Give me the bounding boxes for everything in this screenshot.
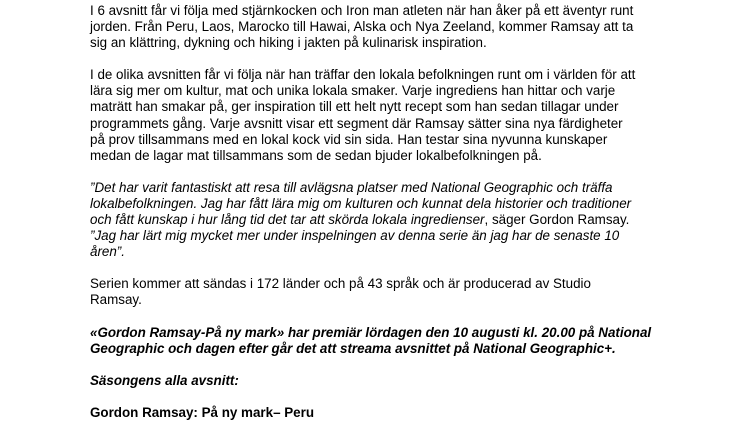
text-line: maträtt han smakar på, ger inspiration till ett helt nytt recept som han sedan tillagar under — [90, 99, 619, 115]
intro-paragraph — [90, 3, 670, 51]
text-line: I de olika avsnitten får vi följa när han träffar den lokala befolkningen runt om i världen för att — [90, 67, 636, 83]
text-line: sig an klättring, dykning och hiking i jakten på kulinarisk inspiration. — [90, 35, 487, 51]
text-line: lära sig mer om kultur, mat och unika lokala smaker. Varje ingrediens han hittar och varje — [90, 83, 616, 99]
heading-text: Säsongens alla avsnitt: — [90, 372, 239, 388]
quote-attribution: , säger Gordon Ramsay. — [484, 212, 630, 228]
quote-line-attribution — [90, 212, 670, 228]
quote-paragraph — [90, 180, 670, 260]
text-line: programmets gång. Varje avsnitt visar ett segment där Ramsay sätter sina nya färdigheter — [90, 115, 623, 131]
text-line: «Gordon Ramsay-På ny mark» har premiär lördagen den 10 augusti kl. 20.00 på National — [90, 324, 652, 340]
text-line: på prov tillsammans med en lokal kock vid sin sida. Han testar sina nyvunna kunskaper — [90, 131, 608, 147]
text-line: Geographic och dagen efter går det att streama avsnittet på National Geographic+. — [90, 340, 616, 356]
quote-text: och fått kunskap i hur lång tid det tar att skörda lokala ingredienser — [90, 212, 485, 228]
description-paragraph — [90, 67, 670, 164]
distribution-paragraph — [90, 276, 670, 308]
text-line: jorden. Från Peru, Laos, Marocko till Hawai, Alska och Nya Zeeland, kommer Ramsay att ta — [90, 19, 634, 35]
quote-line: åren”. — [90, 244, 125, 260]
premiere-paragraph — [90, 325, 670, 357]
episodes-heading — [90, 373, 670, 389]
episode-title — [90, 405, 670, 421]
quote-line: lokalbefolkningen. Jag har fått lära mig om kulturen och kunnat dela historier och traditioner — [90, 195, 632, 211]
document-body — [90, 3, 670, 437]
text-line: Serien kommer att sändas i 172 länder och på 43 språk och är producerad av Studio — [90, 276, 591, 292]
text-line: I 6 avsnitt får vi följa med stjärnkocken och Iron man atleten när han åker på ett äventyr runt — [90, 3, 634, 18]
text-line: Ramsay. — [90, 292, 142, 308]
text-line: medan de lagar mat tillsammans som de sedan bjuder lokalbefolkningen på. — [90, 147, 542, 163]
quote-line: ”Det har varit fantastiskt att resa till avlägsna platser med National Geographic och träffa — [90, 179, 613, 195]
episode-text: Gordon Ramsay: På ny mark– Peru — [90, 404, 315, 420]
quote-line: ”Jag har lärt mig mycket mer under inspelningen av denna serie än jag har de senaste 10 — [90, 228, 620, 244]
